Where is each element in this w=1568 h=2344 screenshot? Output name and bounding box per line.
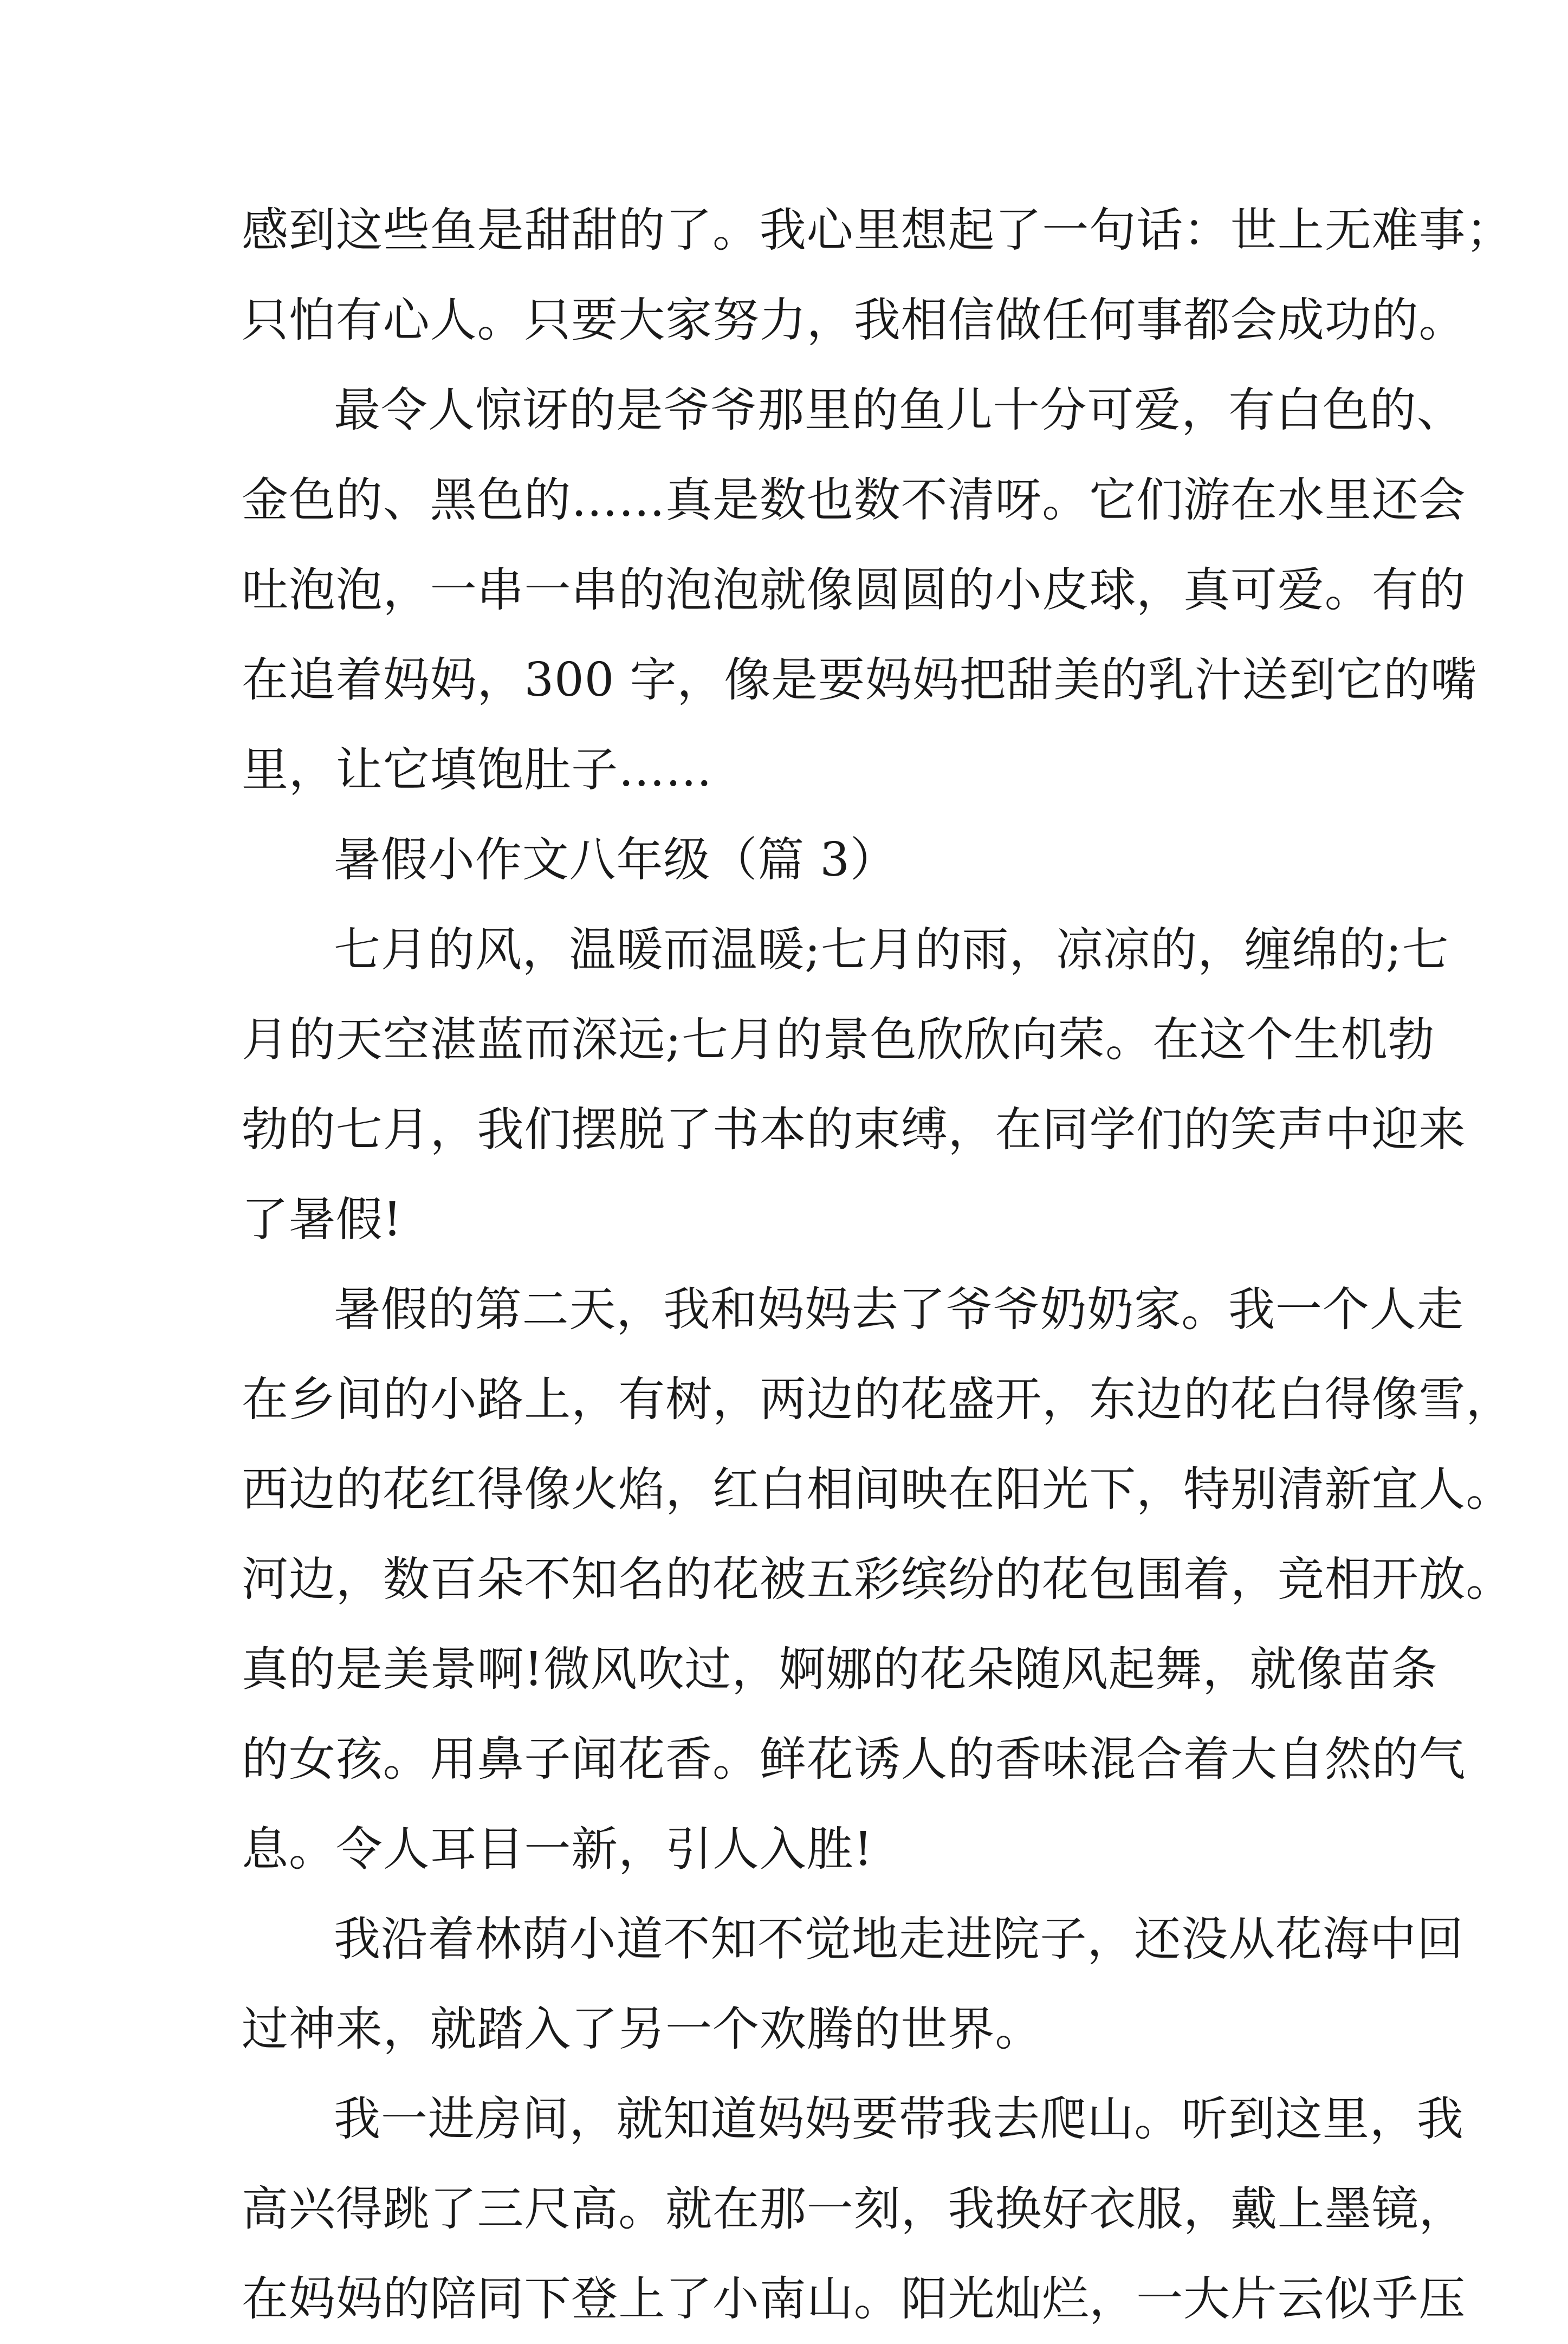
paragraph-start-line: 我沿着林荫小道不知不觉地走进院子，还没从花海中回 xyxy=(334,1912,1464,1966)
text-line: 在追着妈妈，300 字，像是要妈妈把甜美的乳汁送到它的嘴 xyxy=(242,653,1478,707)
text-line: 高兴得跳了三尺高。就在那一刻，我换好衣服，戴上墨镜， xyxy=(242,2182,1466,2236)
text-line: 感到这些鱼是甜甜的了。我心里想起了一句话：世上无难事； xyxy=(242,203,1513,257)
text-line: 在妈妈的陪同下登上了小南山。阳光灿烂，一大片云似乎压 xyxy=(242,2272,1466,2326)
text-line: 只怕有心人。只要大家努力，我相信做任何事都会成功的。 xyxy=(242,293,1466,347)
text-line: 真的是美景啊!微风吹过，婀娜的花朵随风起舞，就像苗条 xyxy=(242,1642,1438,1697)
text-line: 河边，数百朵不知名的花被五彩缤纷的花包围着，竞相开放。 xyxy=(242,1552,1513,1607)
section-heading: 暑假小作文八年级（篇 3） xyxy=(334,833,897,887)
paragraph-start-line: 七月的风，温暖而温暖;七月的雨，凉凉的，缠绵的;七 xyxy=(334,923,1449,977)
text-line: 吐泡泡，一串一串的泡泡就像圆圆的小皮球，真可爱。有的 xyxy=(242,563,1466,617)
paragraph-start-line: 暑假的第二天，我和妈妈去了爷爷奶奶家。我一个人走 xyxy=(334,1283,1464,1337)
document-body xyxy=(242,185,1513,2344)
text-line: 息。令人耳目一新，引人入胜! xyxy=(242,1822,873,1876)
text-line: 过神来，就踏入了另一个欢腾的世界。 xyxy=(242,2002,1042,2056)
paragraph-start-line: 我一进房间，就知道妈妈要带我去爬山。听到这里，我 xyxy=(334,2092,1464,2146)
text-line: 里，让它填饱肚子…… xyxy=(242,743,712,797)
paragraph-start-line: 最令人惊讶的是爷爷那里的鱼儿十分可爱，有白色的、 xyxy=(334,383,1464,437)
text-line: 西边的花红得像火焰，红白相间映在阳光下，特别清新宜人。 xyxy=(242,1462,1513,1517)
text-line: 勃的七月，我们摆脱了书本的束缚，在同学们的笑声中迎来 xyxy=(242,1103,1466,1157)
text-line: 了暑假! xyxy=(242,1193,403,1247)
text-line: 在乡间的小路上，有树，两边的花盛开，东边的花白得像雪， xyxy=(242,1372,1513,1427)
text-line: 的女孩。用鼻子闻花香。鲜花诱人的香味混合着大自然的气 xyxy=(242,1732,1466,1786)
text-line: 金色的、黑色的……真是数也数不清呀。它们游在水里还会 xyxy=(242,473,1466,527)
text-line: 月的天空湛蓝而深远;七月的景色欣欣向荣。在这个生机勃 xyxy=(242,1013,1435,1067)
